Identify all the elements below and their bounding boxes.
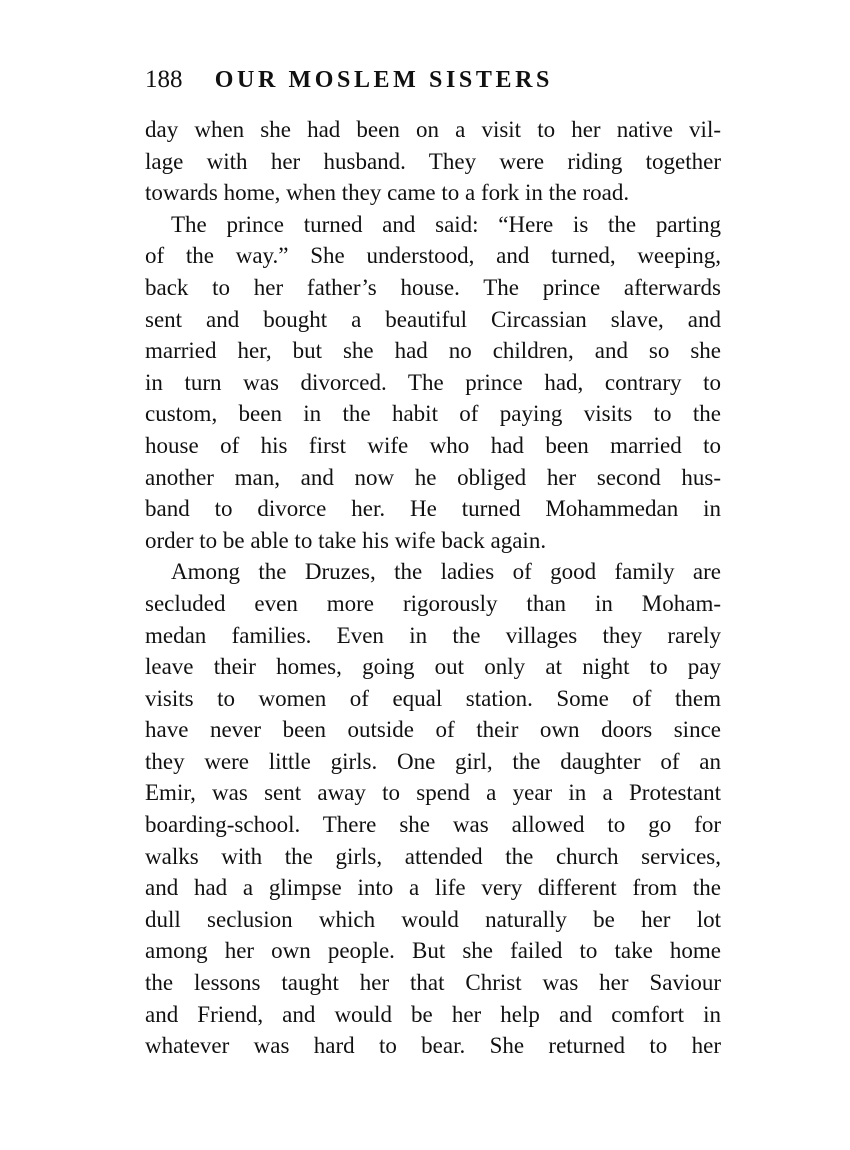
text-line: dull seclusion which would naturally be her lot [145,906,721,932]
running-head [145,60,725,100]
text-line: lage with her husband. They were riding together [145,148,721,174]
text-line: day when she had been on a visit to her native vil- [145,117,721,142]
body-text [145,114,721,1062]
text-line: boarding-school. There she was allowed to go for [145,812,721,838]
text-line: towards home, when they came to a fork in the road. [145,180,630,206]
running-title: OUR MOSLEM SISTERS [214,67,553,93]
text-line: leave their homes, going out only at night to pay [145,654,721,680]
text-line: whatever was hard to bear. She returned to her [145,1033,721,1059]
text-line: the lessons taught her that Christ was her Saviour [145,970,721,996]
text-line: back to her father’s house. The prince afterwards [145,274,721,300]
text-line: visits to women of equal station. Some of them [145,685,721,711]
text-line: and had a glimpse into a life very different from the [145,875,721,901]
text-line: Emir, was sent away to spend a year in a Protestant [145,780,721,806]
text-line: custom, been in the habit of paying visits to the [145,401,721,427]
text-line: walks with the girls, attended the church services, [145,843,721,869]
text-line: secluded even more rigorously than in Moham- [145,590,721,616]
text-line: and Friend, and would be her help and comfort in [145,1001,721,1027]
text-line: band to divorce her. He turned Mohammedan in [145,496,721,522]
text-line: sent and bought a beautiful Circassian slave, and [145,306,721,332]
text-line: among her own people. But she failed to take home [145,938,721,964]
text-line: married her, but she had no children, and so she [145,338,721,364]
paragraph-start-line: The prince turned and said: “Here is the parting [171,211,721,237]
text-line: in turn was divorced. The prince had, contrary to [145,369,721,395]
text-line: have never been outside of their own doors since [145,717,721,743]
paragraph-start-line: Among the Druzes, the ladies of good family are [171,559,721,585]
text-line: they were little girls. One girl, the daughter of an [145,748,721,774]
text-line: another man, and now he obliged her second hus- [145,464,721,490]
text-line: order to be able to take his wife back again. [145,527,547,553]
text-line: medan families. Even in the villages they rarely [145,622,721,648]
text-line: of the way.” She understood, and turned, weeping, [145,243,721,269]
page-number: 188 [145,66,183,93]
text-line: house of his first wife who had been married to [145,432,721,458]
